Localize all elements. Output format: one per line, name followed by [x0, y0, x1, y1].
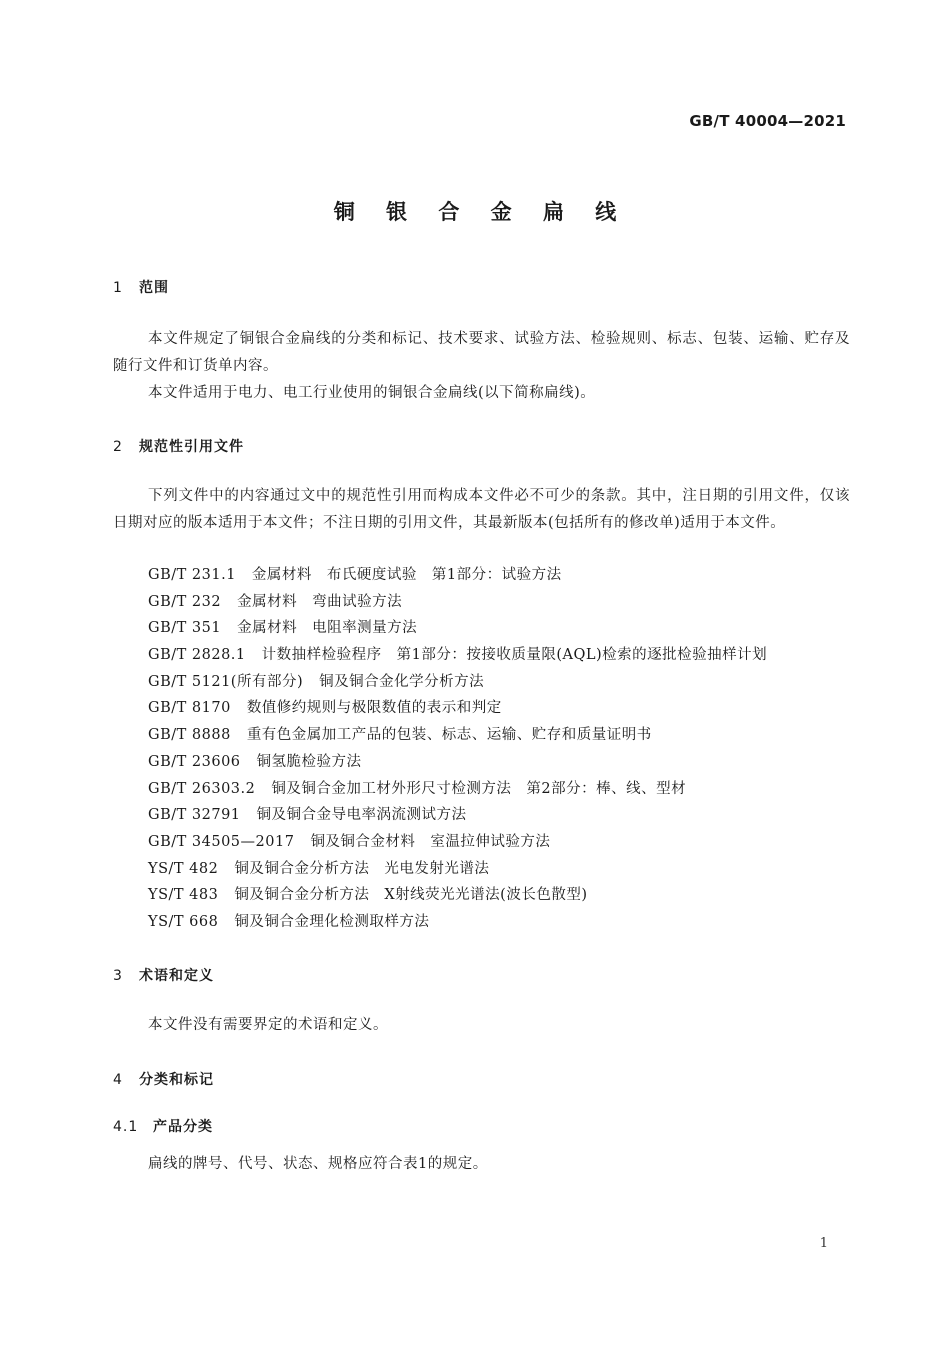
- reference-name: 铜及铜合金化学分析方法: [319, 673, 485, 690]
- reference-item: [148, 562, 767, 589]
- reference-item: [148, 829, 767, 856]
- section-number: 1: [113, 280, 123, 296]
- reference-item: [148, 749, 767, 776]
- reference-item: [148, 856, 767, 883]
- section-1-paragraph-1: 本文件规定了铜银合金扁线的分类和标记、技术要求、试验方法、检验规则、标志、包装、运输、贮存及随行文件和订货单内容。: [113, 331, 850, 374]
- reference-name: 铜及铜合金分析方法 光电发射光谱法: [234, 860, 490, 877]
- reference-item: [148, 669, 767, 696]
- reference-name: 铜及铜合金分析方法 X射线荧光光谱法(波长色散型): [234, 887, 588, 904]
- reference-name: 金属材料 弯曲试验方法: [237, 593, 403, 610]
- section-title: 规范性引用文件: [139, 439, 244, 455]
- section-4-1-text: 扁线的牌号、代号、状态、规格应符合表1的规定。: [148, 1156, 488, 1172]
- section-4-1-heading: [113, 1116, 213, 1136]
- reference-item: [148, 909, 767, 936]
- standard-number: GB/T 40004—2021: [689, 112, 846, 130]
- reference-code: GB/T 8170: [148, 700, 231, 717]
- section-3-heading: [113, 965, 214, 985]
- reference-code: GB/T 34505—2017: [148, 833, 295, 850]
- section-1-heading: [113, 277, 169, 297]
- reference-code: YS/T 668: [148, 913, 219, 930]
- reference-name: 铜及铜合金导电率涡流测试方法: [256, 807, 467, 824]
- reference-item: [148, 776, 767, 803]
- reference-code: GB/T 2828.1: [148, 647, 246, 664]
- reference-name: 金属材料 电阻率测量方法: [237, 620, 418, 637]
- reference-name: 铜及铜合金理化检测取样方法: [234, 913, 430, 930]
- reference-item: [148, 642, 767, 669]
- reference-code: GB/T 231.1: [148, 567, 236, 583]
- section-title: 分类和标记: [139, 1072, 214, 1088]
- reference-item: [148, 589, 767, 616]
- reference-code: GB/T 32791: [148, 807, 241, 824]
- reference-item: [148, 722, 767, 749]
- reference-item: [148, 882, 767, 909]
- section-number: 4: [113, 1072, 123, 1088]
- reference-code: GB/T 8888: [148, 727, 231, 744]
- reference-code: GB/T 26303.2: [148, 780, 256, 797]
- reference-code: YS/T 483: [148, 887, 219, 904]
- reference-item: [148, 615, 767, 642]
- section-number: 2: [113, 439, 123, 455]
- reference-code: YS/T 482: [148, 860, 219, 877]
- reference-item: [148, 695, 767, 722]
- section-1-paragraph-2: 本文件适用于电力、电工行业使用的铜银合金扁线(以下简称扁线)。: [148, 385, 596, 401]
- reference-name: 铜及铜合金加工材外形尺寸检测方法 第2部分：棒、线、型材: [271, 780, 687, 797]
- section-3-text: 本文件没有需要界定的术语和定义。: [148, 1017, 388, 1033]
- subsection-number: 4.1: [113, 1119, 139, 1135]
- reference-name: 数值修约规则与极限数值的表示和判定: [246, 700, 502, 717]
- normative-references-list: [148, 562, 767, 936]
- reference-name: 铜及铜合金材料 室温拉伸试验方法: [310, 833, 551, 850]
- section-2-heading: [113, 436, 244, 456]
- reference-code: GB/T 5121(所有部分): [148, 673, 304, 690]
- reference-name: 金属材料 布氏硬度试验 第1部分：试验方法: [251, 567, 562, 583]
- section-2-intro: 下列文件中的内容通过文中的规范性引用而构成本文件必不可少的条款。其中，注日期的引用文件，仅该日期对应的版本适用于本文件；不注日期的引用文件，其最新版本(包括所有的修改单)适用于本文件。: [113, 488, 850, 531]
- subsection-title: 产品分类: [153, 1119, 213, 1135]
- document-title: 铜 银 合 金 扁 线: [333, 200, 629, 224]
- reference-code: GB/T 23606: [148, 753, 241, 770]
- section-number: 3: [113, 968, 123, 984]
- reference-code: GB/T 232: [148, 593, 222, 610]
- section-4-heading: [113, 1069, 214, 1089]
- reference-name: 铜氢脆检验方法: [256, 753, 362, 770]
- reference-name: 计数抽样检验程序 第1部分：按接收质量限(AQL)检索的逐批检验抽样计划: [261, 647, 768, 664]
- reference-code: GB/T 351: [148, 620, 222, 637]
- page-number: 1: [819, 1236, 828, 1251]
- reference-name: 重有色金属加工产品的包装、标志、运输、贮存和质量证明书: [246, 727, 652, 744]
- reference-item: [148, 802, 767, 829]
- section-title: 范围: [139, 280, 169, 296]
- section-title: 术语和定义: [139, 968, 214, 984]
